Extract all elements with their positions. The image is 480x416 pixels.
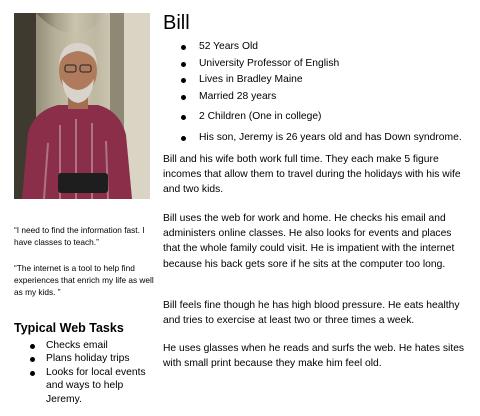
paragraph-income: Bill and his wife both work full time. They each make 5 figure incomes that allow them to travel during the holidays with his wife and two kids. bbox=[163, 154, 461, 196]
portrait-illustration bbox=[14, 13, 150, 199]
fact-location: Lives in Bradley Maine bbox=[181, 72, 462, 89]
paragraph-health: Bill feels fine though he has high blood pressure. He eats healthy and tries to exercise at least two or three times a week. bbox=[163, 300, 460, 327]
persona-photo bbox=[14, 13, 150, 199]
task-item: Plans holiday trips bbox=[30, 352, 148, 365]
quote-fast: “I need to find the information fast. I have classes to teach.” bbox=[14, 225, 145, 247]
fact-occupation: University Professor of English bbox=[181, 56, 462, 73]
paragraph-web-use: Bill uses the web for work and home. He checks his email and administers online classes. He also looks for events and places that the whole family could visit. He is impatient with the internet because his back gets sore if he sits at the computer too long. bbox=[163, 213, 455, 270]
fact-children: 2 Children (One in college) bbox=[181, 109, 462, 126]
fact-son: His son, Jeremy is 26 years old and has Down syndrome. bbox=[181, 130, 462, 147]
task-item: Checks email bbox=[30, 339, 148, 352]
quote-tool: “The internet is a tool to help find experiences that enrich my life as well as my kids. ” bbox=[14, 263, 154, 297]
tasks-list bbox=[30, 339, 148, 406]
fact-age: 52 Years Old bbox=[181, 39, 462, 56]
tasks-heading: Typical Web Tasks bbox=[14, 321, 124, 335]
persona-name: Bill bbox=[163, 12, 190, 34]
fact-marriage: Married 28 years bbox=[181, 89, 462, 106]
paragraph-glasses: He uses glasses when he reads and surfs the web. He hates sites with small print because they make him feel old. bbox=[163, 343, 465, 370]
task-item: Looks for local events and ways to help Jeremy. bbox=[30, 366, 148, 406]
persona-facts-list bbox=[181, 39, 462, 147]
